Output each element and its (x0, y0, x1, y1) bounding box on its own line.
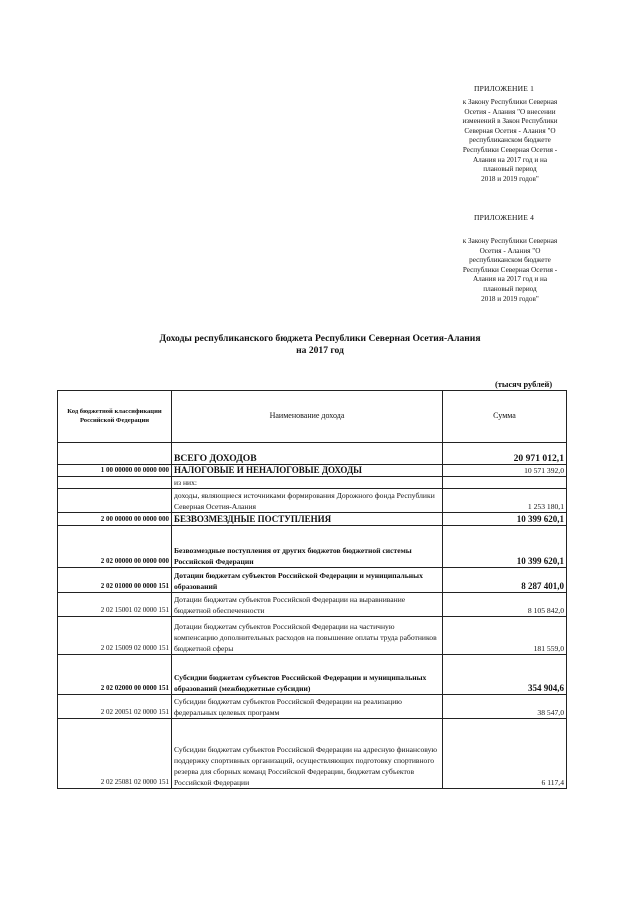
table-row (58, 513, 567, 526)
appendix-4-text (440, 237, 580, 304)
row-code: 2 02 01000 00 0000 151 (58, 568, 172, 593)
table-row (58, 477, 567, 489)
table-row (58, 526, 567, 568)
row-code: 1 00 00000 00 0000 000 (58, 465, 172, 477)
appendix-1-title: ПРИЛОЖЕНИЕ 1 (474, 84, 535, 93)
header-name: Наименование дохода (172, 391, 443, 443)
row-sum: 20 971 012,1 (443, 443, 567, 465)
row-code (58, 489, 172, 513)
row-sum: 8 287 401,0 (443, 568, 567, 593)
document-title-line-1: Доходы республиканского бюджета Республики Северная Осетия-Алания (159, 333, 481, 344)
table-row-total (58, 443, 567, 465)
row-sum: 10 399 620,1 (443, 513, 567, 526)
appendix-4-line: 2018 и 2019 годов" (481, 294, 539, 303)
row-name: Субсидии бюджетам субъектов Российской Федерации и муниципальных образований (межбюджетные субсидии) (172, 655, 443, 695)
row-sum: 354 904,6 (443, 655, 567, 695)
row-code: 2 02 15009 02 0000 151 (58, 617, 172, 655)
document-title (120, 333, 520, 357)
row-sum: 181 559,0 (443, 617, 567, 655)
row-name: БЕЗВОЗМЕЗДНЫЕ ПОСТУПЛЕНИЯ (172, 513, 443, 526)
appendix-1-line: к Закону Республики Северная (462, 98, 558, 106)
units-label: (тысяч рублей) (495, 380, 553, 389)
appendix-1-line: Алания на 2017 год и на (472, 155, 548, 164)
appendix-4-title: ПРИЛОЖЕНИЕ 4 (474, 213, 535, 222)
table-header-row (58, 391, 567, 443)
row-sum: 10 399 620,1 (443, 526, 567, 568)
document-title-line-2: на 2017 год (296, 345, 344, 356)
appendix-4-line: Осетия - Алания "О (479, 246, 541, 255)
table-row (58, 719, 567, 789)
row-name: НАЛОГОВЫЕ И НЕНАЛОГОВЫЕ ДОХОДЫ (172, 465, 443, 477)
row-code: 2 02 20051 02 0000 151 (58, 695, 172, 719)
row-code: 2 02 15001 02 0000 151 (58, 593, 172, 617)
table-row (58, 489, 567, 513)
row-code: 2 02 02000 00 0000 151 (58, 655, 172, 695)
row-name: ВСЕГО ДОХОДОВ (172, 443, 443, 465)
row-code: 2 00 00000 00 0000 000 (58, 513, 172, 526)
row-name: Безвозмездные поступления от других бюджетов бюджетной системы Российской Федерации (172, 526, 443, 568)
table-row (58, 617, 567, 655)
row-name: Субсидии бюджетам субъектов Российской Федерации на адресную финансовую поддержку спортивных организаций, осуществляющих подготовку спортивного резерва для сборных команд Российской Федерации, бюджетам субъектов Российской Федерации (172, 719, 443, 789)
row-name: доходы, являющиеся источниками формирования Дорожного фонда Республики Северная Осетия-Алания (172, 489, 443, 513)
table-row (58, 568, 567, 593)
appendix-4-line: к Закону Республики Северная (462, 237, 558, 245)
row-name: Субсидии бюджетам субъектов Российской Федерации на реализацию федеральных целевых программ (172, 695, 443, 719)
header-sum: Сумма (443, 391, 567, 443)
appendix-4-line: плановый период (483, 284, 537, 293)
appendix-1-line: Осетия - Алания "О внесении (464, 107, 556, 116)
appendix-1-line: Северная Осетия - Алания "О (464, 126, 556, 135)
table-row (58, 695, 567, 719)
row-name: из них: (172, 477, 443, 489)
row-name: Дотации бюджетам субъектов Российской Федерации и муниципальных образований (172, 568, 443, 593)
row-name: Дотации бюджетам субъектов Российской Федерации на частичную компенсацию дополнительных расходов на повышение оплаты труда работников бюджетной сферы (172, 617, 443, 655)
appendix-4-line: Республики Северная Осетия - (462, 265, 558, 274)
row-code (58, 477, 172, 489)
row-code: 2 02 00000 00 0000 000 (58, 526, 172, 568)
row-sum: 10 571 392,0 (443, 465, 567, 477)
row-sum: 1 253 180,1 (443, 489, 567, 513)
row-sum: 8 105 842,0 (443, 593, 567, 617)
revenue-table (57, 390, 567, 789)
appendix-1-line: Республики Северная Осетия - (462, 145, 558, 154)
table-row (58, 465, 567, 477)
row-name: Дотации бюджетам субъектов Российской Федерации на выравнивание бюджетной обеспеченности (172, 593, 443, 617)
appendix-1-line: изменений в Закон Республики (462, 117, 558, 126)
appendix-1-line: 2018 и 2019 годов" (481, 174, 539, 183)
row-code: 2 02 25081 02 0000 151 (58, 719, 172, 789)
row-sum (443, 477, 567, 489)
appendix-1-line: плановый период (483, 165, 537, 174)
row-sum: 38 547,0 (443, 695, 567, 719)
appendix-4-line: Алания на 2017 год и на (472, 275, 548, 284)
row-sum: 6 117,4 (443, 719, 567, 789)
table-row (58, 593, 567, 617)
appendix-1-text (440, 98, 580, 184)
appendix-1-line: республиканском бюджете (469, 136, 551, 145)
appendix-4-line: республиканском бюджете (469, 256, 551, 265)
table-row (58, 655, 567, 695)
header-code: Код бюджетной классификации Российской Федерации (58, 391, 172, 443)
row-code (58, 443, 172, 465)
